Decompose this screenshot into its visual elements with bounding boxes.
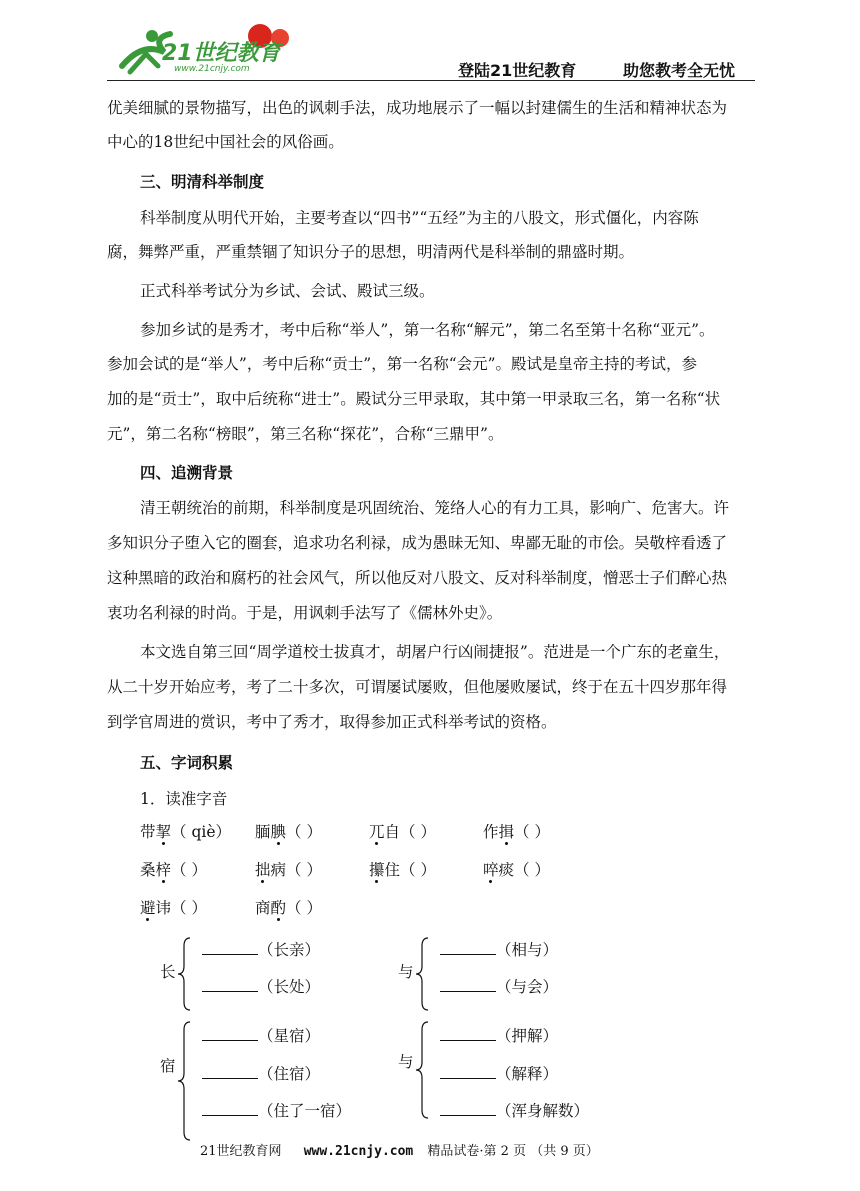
polysemy-group-chang [158,932,358,1012]
s4-p1-line-1: 清王朝统治的前期，科举制度是巩固统治、笼络人心的有力工具，影响广、危害大。许 [140,499,730,517]
sub-1-title: 1．读准字音 [140,790,228,808]
polysemy-item: （浑身解数） [440,1099,589,1121]
s3-p1-line-1: 科举制度从明代开始，主要考查以“四书”“五经”为主的八股文，形式僵化，内容陈 [140,209,699,227]
intro-line-1: 优美细腻的景物描写，出色的讽刺手法，成功地展示了一幅以封建儒生的生活和精神状态为 [107,99,728,117]
polysemy-item: （与会） [440,975,558,997]
brace-icon [414,936,430,1012]
footer [200,1140,720,1160]
pinyin-item: 商酌（ ） [255,899,322,917]
s3-p2: 正式科举考试分为乡试、会试、殿试三级。 [140,282,435,300]
s4-p1-line-2: 多知识分子堕入它的圈套，追求功名利禄，成为愚昧无知、卑鄙无耻的市侩。吴敬梓看透了 [107,534,728,552]
polysemy-item: （押解） [440,1024,558,1046]
header-slogan: 助您教考全无忧 [623,61,736,80]
polysemy-char: 与 [398,963,414,981]
s3-p3-line-4: 元”，第二名称“榜眼”，第三名称“探花”，合称“三鼎甲”。 [107,425,504,443]
s3-p3-line-2: 参加会试的是“举人”，考中后称“贡士”，第一名称“会元”。殿试是皇帝主持的考试，参 [107,355,698,373]
polysemy-item: （解释） [440,1062,558,1084]
polysemy-item: （住了一宿） [202,1099,351,1121]
section-5-title: 五、字词积累 [140,754,234,772]
polysemy-item: （星宿） [202,1024,320,1046]
pinyin-item: 啐痰（ ） [483,861,550,879]
logo-url: www.21cnjy.com [174,64,250,74]
header-rule [107,80,755,81]
polysemy-group-su [158,1016,378,1146]
footer-url[interactable]: www.21cnjy.com [303,1144,414,1159]
s3-p1-line-2: 腐，舞弊严重，严重禁锢了知识分子的思想，明清两代是科举制的鼎盛时期。 [107,243,635,261]
pinyin-item: 桑梓（ ） [140,861,207,879]
polysemy-group-jie [396,1016,626,1146]
brace-icon [414,1020,430,1120]
polysemy-char: 宿 [160,1057,176,1075]
pinyin-grid [140,820,580,930]
brace-icon [176,936,192,1012]
s4-p2-line-3: 到学官周进的赏识，考中了秀才，取得参加正式科举考试的资格。 [107,713,557,731]
pinyin-item: 拙病（ ） [255,861,322,879]
polysemy-item: （长亲） [202,938,320,960]
intro-line-2: 中心的18世纪中国社会的风俗画。 [107,133,344,151]
pinyin-item: 作揖（ ） [483,823,550,841]
header [0,0,860,84]
s4-p2-line-2: 从二十岁开始应考，考了二十多次，可谓屡试屡败，但他屡败屡试，终于在五十四岁那年得 [107,678,728,696]
header-site-text: 登陆21世纪教育 [458,61,577,80]
s3-p3-line-3: 加的是“贡士”，取中后统称“进士”。殿试分三甲录取，其中第一甲录取三名，第一名称“状 [107,390,721,408]
pinyin-item: 避讳（ ） [140,899,207,917]
polysemy-item: （相与） [440,938,558,960]
polysemy-char: 与 [398,1053,414,1071]
pinyin-item: 带挈（ qiè） [140,823,232,841]
pinyin-item: 腼腆（ ） [255,823,322,841]
polysemy-group-yu [396,932,596,1012]
logo-text: 21世纪教育 [162,41,281,66]
s3-p3-line-1: 参加乡试的是秀才，考中后称“举人”，第一名称“解元”，第二名至第十名称“亚元”。 [140,321,715,339]
s4-p2-line-1: 本文选自第三回“周学道校士拔真才，胡屠户行凶闹捷报”。范进是一个广东的老童生， [140,643,730,661]
section-3-title: 三、明清科举制度 [140,173,265,191]
polysemy-item: （住宿） [202,1062,320,1084]
section-4-title: 四、追溯背景 [140,464,234,482]
footer-site: 21世纪教育网 [200,1144,282,1159]
s4-p1-line-3: 这种黑暗的政治和腐朽的社会风气，所以他反对八股文、反对科举制度，憎恶士子们醉心热 [107,569,728,587]
footer-page-label: 精品试卷·第 2 页 （共 9 页） [427,1144,599,1159]
polysemy-char: 长 [160,963,176,981]
s4-p1-line-4: 衷功名利禄的时尚。于是，用讽刺手法写了《儒林外史》。 [107,604,503,622]
pinyin-item: 攥住（ ） [369,861,436,879]
pinyin-item: 兀自（ ） [369,823,436,841]
polysemy-item: （长处） [202,975,320,997]
brace-icon [176,1020,192,1142]
